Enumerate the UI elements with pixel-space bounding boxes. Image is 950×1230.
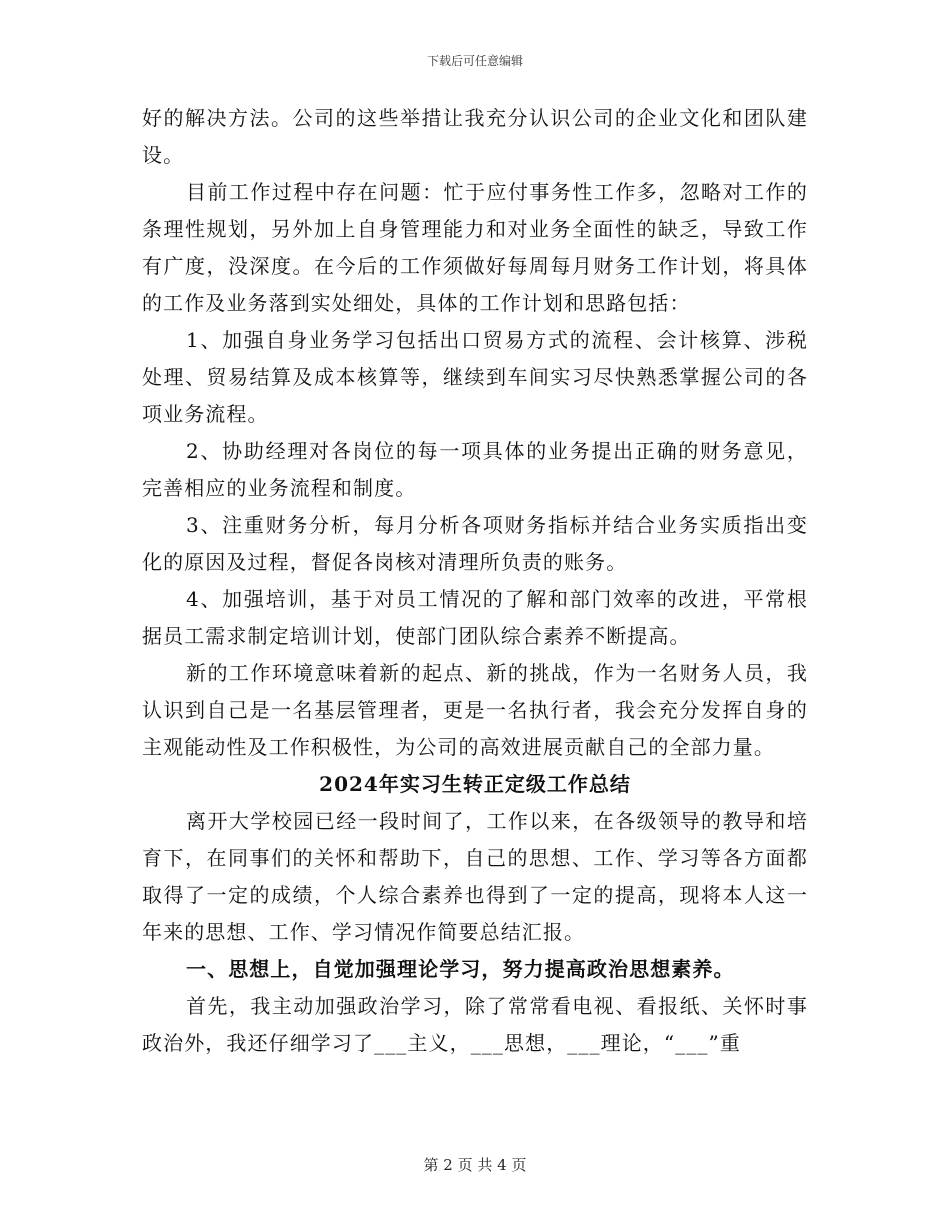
page-number: 第 2 页 共 4 页 bbox=[423, 1156, 527, 1174]
paragraph-plan-2: 2、协助经理对各岗位的每一项具体的业务提出正确的财务意见，完善相应的业务流程和制度。 bbox=[142, 439, 808, 500]
paragraph-conclusion: 新的工作环境意味着新的起点、新的挑战，作为一名财务人员，我认识到自己是一名基层管理者，更是一名执行者，我会充分发挥自身的主观能动性及工作积极性，为公司的高效进展贡献自己的全部力量。 bbox=[142, 661, 808, 759]
paragraph-plan-4: 4、加强培训，基于对员工情况的了解和部门效率的改进，平常根据员工需求制定培训计划，使部门团队综合素养不断提高。 bbox=[142, 587, 808, 648]
paragraph-study: 首先，我主动加强政治学习，除了常常看电视、看报纸、关怀时事政治外，我还仔细学习了___主义，___思想，___理论，“___”重 bbox=[142, 994, 808, 1055]
paragraph-problems: 目前工作过程中存在问题：忙于应付事务性工作多，忽略对工作的条理性规划，另外加上自身管理能力和对业务全面性的缺乏，导致工作有广度，没深度。在今后的工作须做好每周每月财务工作计划，将具体的工作及业务落到实处细处，具体的工作计划和思路包括： bbox=[142, 180, 808, 315]
paragraph-plan-3: 3、注重财务分析，每月分析各项财务指标并结合业务实质指出变化的原因及过程，督促各岗核对清理所负责的账务。 bbox=[142, 513, 808, 574]
section-heading: 一、思想上，自觉加强理论学习，努力提高政治思想素养。 bbox=[186, 957, 735, 981]
document-body bbox=[142, 100, 808, 1062]
paragraph-intro: 离开大学校园已经一段时间了，工作以来，在各级领导的教导和培育下，在同事们的关怀和帮助下，自己的思想、工作、学习等各方面都取得了一定的成绩，个人综合素养也得到了一定的提高，现将本人这一年来的思想、工作、学习情况作简要总结汇报。 bbox=[142, 809, 808, 944]
paragraph-continuation: 好的解决方法。公司的这些举措让我充分认识公司的企业文化和团队建设。 bbox=[142, 106, 808, 167]
page-header: 下载后可任意编辑 bbox=[426, 54, 523, 68]
paragraph-plan-1: 1、加强自身业务学习包括出口贸易方式的流程、会计核算、涉税处理、贸易结算及成本核算等，继续到车间实习尽快熟悉掌握公司的各项业务流程。 bbox=[142, 328, 808, 426]
section-title: 2024年实习生转正定级工作总结 bbox=[319, 772, 631, 796]
